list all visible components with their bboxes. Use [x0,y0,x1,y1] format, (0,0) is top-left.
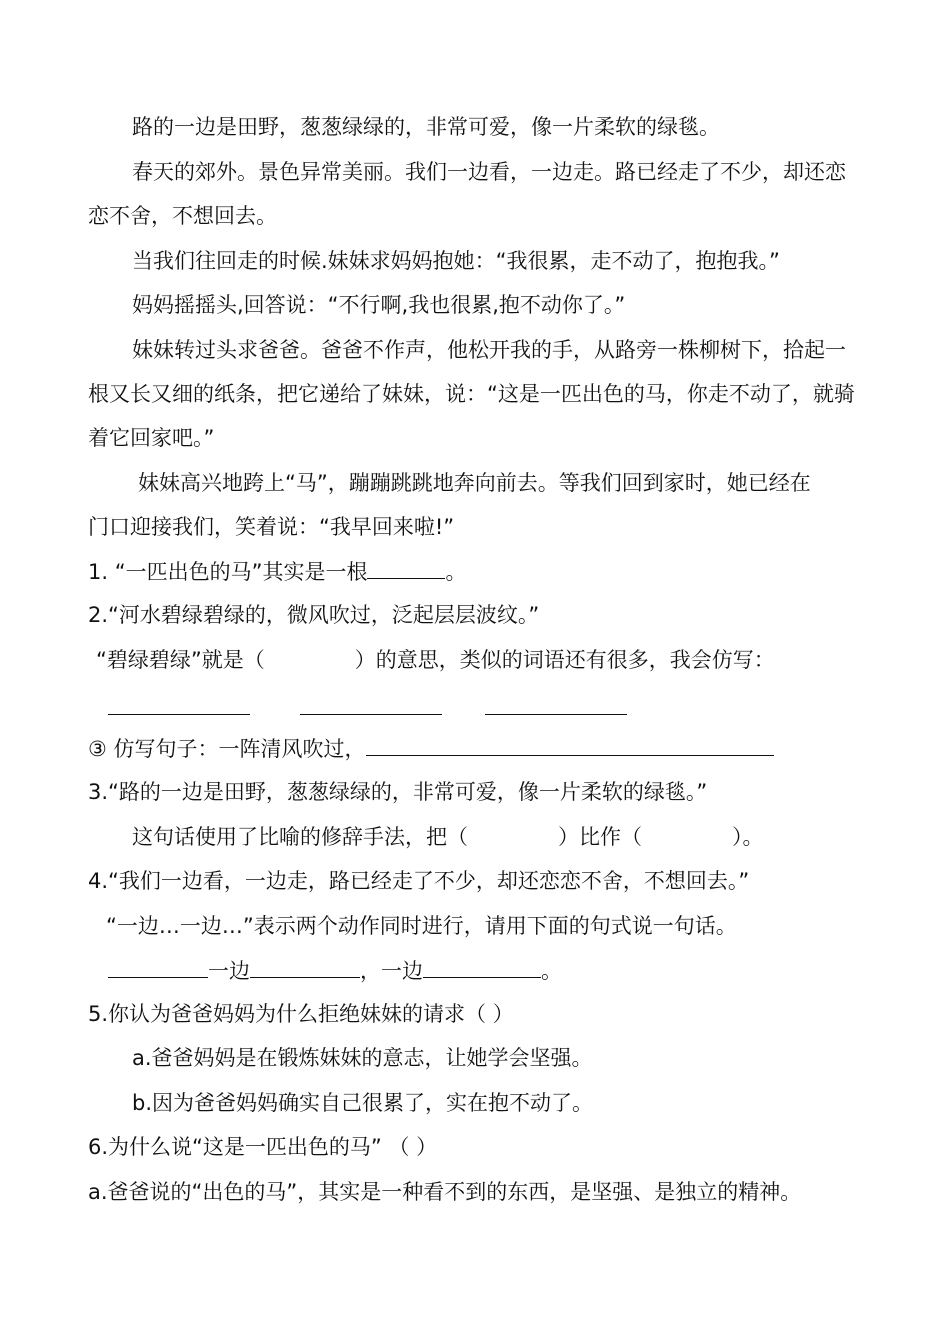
passage-line: 当我们往回走的时候.妹妹求妈妈抱她：“我很累，走不动了，抱抱我。” [132,249,780,273]
question-4-prompt: “一边…一边…”表示两个动作同时进行，请用下面的句式说一句话。 [106,914,737,938]
question-text: 1. “一匹出色的马”其实是一根 [88,560,368,584]
question-6-option-a[interactable]: a.爸爸说的“出色的马”，其实是一种看不到的东西，是坚强、是独立的精神。 [88,1180,802,1204]
question-2-imitate [88,733,774,764]
passage-line: 妈妈摇摇头,回答说：“不行啊,我也很累,抱不动你了。” [132,293,626,317]
passage-line: 恋不舍，不想回去。 [88,204,277,228]
passage-line: 春天的郊外。景色异常美丽。我们一边看，一边走。路已经走了不少，却还恋 [132,160,846,184]
passage-line: 妹妹高兴地跨上“马”，蹦蹦跳跳地奔向前去。等我们回到家时，她已经在 [138,471,811,495]
question-text: “碧绿碧绿”就是（ [96,648,265,672]
answer-blank[interactable] [367,556,445,579]
answer-blank[interactable] [366,733,774,756]
answer-blank[interactable] [108,955,208,978]
question-3-prompt [132,822,764,852]
question-2-title: 2.“河水碧绿碧绿的，微风吹过，泛起层层波纹。” [88,603,540,627]
answer-blank[interactable] [250,955,360,978]
question-5-title: 5.你认为爸爸妈妈为什么拒绝妹妹的请求（ ） [88,1002,514,1026]
question-5-option-a[interactable]: a.爸爸妈妈是在锻炼妹妹的意志，让她学会坚强。 [132,1046,593,1070]
passage-line: 门口迎接我们，笑着说：“我早回来啦!” [88,515,455,539]
question-text: 这句话使用了比喻的修辞手法，把（ [132,825,468,849]
answer-blank[interactable] [485,714,627,715]
question-text: 一边 [208,959,250,983]
question-text: ）的意思，类似的词语还有很多，我会仿写： [354,648,775,672]
passage-line: 着它回家吧。” [88,426,215,450]
question-4-fill [108,955,562,986]
question-6-title: 6.为什么说“这是一匹出色的马” （ ） [88,1135,438,1159]
answer-blank[interactable] [300,714,442,715]
question-text: ，一边 [360,959,423,983]
question-1 [88,556,466,587]
question-text: ③ 仿写句子：一阵清风吹过， [88,737,366,761]
question-5-option-b[interactable]: b.因为爸爸妈妈确实自己很累了，实在抱不动了。 [132,1091,594,1115]
question-3-title: 3.“路的一边是田野，葱葱绿绿的，非常可爱，像一片柔软的绿毯。” [88,780,708,804]
question-2-prompt [96,645,775,675]
question-4-title: 4.“我们一边看，一边走，路已经走了不少，却还恋恋不舍，不想回去。” [88,869,750,893]
passage-line: 根又长又细的纸条，把它递给了妹妹，说：“这是一匹出色的马，你走不动了，就骑 [88,382,855,406]
question-text: ）比作（ [558,825,642,849]
question-text: 。 [541,959,562,983]
question-text: 。 [445,560,467,584]
passage-line: 路的一边是田野，葱葱绿绿的，非常可爱，像一片柔软的绿毯。 [132,115,720,139]
answer-blank[interactable] [423,955,541,978]
question-text: ）。 [732,825,764,849]
passage-line: 妹妹转过头求爸爸。爸爸不作声，他松开我的手，从路旁一株柳树下，拾起一 [132,338,846,362]
answer-blank[interactable] [108,714,250,715]
